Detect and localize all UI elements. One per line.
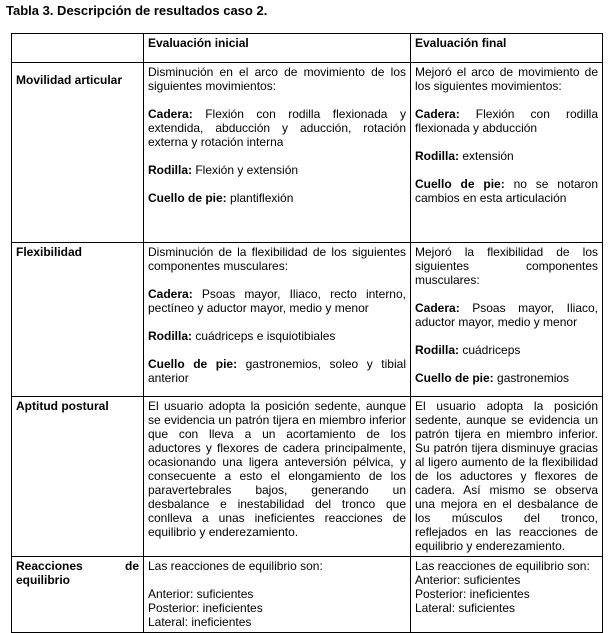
row-label-aptitud: Aptitud postural [12, 397, 144, 557]
rodilla-line [415, 343, 598, 357]
cadera-text: Psoas mayor, Iliaco, recto interno, pectíneo y aductor mayor, medio y menor [148, 287, 406, 315]
posterior-line: Posterior: ineficientes [415, 587, 530, 601]
cuello-label: Cuello de pie: [415, 371, 494, 385]
header-evaluacion-inicial: Evaluación inicial [144, 34, 411, 63]
rodilla-label: Rodilla: [148, 329, 192, 343]
cell-reacciones-final [411, 557, 603, 633]
rodilla-label: Rodilla: [415, 343, 459, 357]
cuello-label: Cuello de pie: [148, 191, 227, 205]
anterior-line: Anterior: suficientes [415, 573, 521, 587]
rodilla-text: cuádriceps [459, 343, 521, 357]
cell-intro: Las reacciones de equilibrio son: [148, 559, 323, 573]
cell-intro: Mejoró el arco de movimiento de los siguientes movimientos: [415, 65, 598, 93]
cadera-label: Cadera: [415, 107, 460, 121]
header-evaluacion-final: Evaluación final [411, 34, 603, 63]
cell-movilidad-inicial [144, 63, 411, 243]
cuello-text: no se notaron cambios en esta articulación [415, 177, 598, 205]
cuello-label: Cuello de pie: [148, 357, 238, 371]
cuello-line [148, 191, 406, 205]
cadera-line [415, 301, 598, 329]
cell-intro: Las reacciones de equilibrio son: [415, 559, 590, 573]
cell-aptitud-inicial: El usuario adopta la posición sedente, aunque se evidencia un patrón tijera en miembro inferior que con lleva a un acortamiento de los aductores y flexores de cadera principalmente, ocasionando una ligera anteversión pélvica, y consecuente a esto el elongamiento de los paravertebrales bajos, generando un desbalance e inestabilidad del tronco que conlleva a unas ineficientes reacciones de equilibrio y enderezamiento. [144, 397, 411, 557]
rodilla-text: Flexión y extensión [192, 163, 299, 177]
rodilla-label: Rodilla: [415, 149, 459, 163]
cadera-line [148, 287, 406, 315]
cell-reacciones-inicial [144, 557, 411, 633]
cell-flexibilidad-final [411, 243, 603, 397]
cadera-line [148, 107, 406, 149]
row-label-flexibilidad: Flexibilidad [12, 243, 144, 397]
rodilla-line [415, 149, 598, 163]
cell-aptitud-final: El usuario adopta la posición sedente, aunque se evidencia un patrón tijera en miembro inferior. Su patrón tijera disminuye gracias al ligero aumento de la flexibilidad de los aductores y flexores de cadera. Así mismo se observa una mejora en el desbalance de los músculos del tronco, reflejados en las reacciones de equilibrio y enderezamiento. [411, 397, 603, 557]
cell-intro: Disminución de la flexibilidad de los siguientes componentes musculares: [148, 245, 406, 273]
posterior-line: Posterior: ineficientes [148, 601, 263, 615]
cell-flexibilidad-inicial [144, 243, 411, 397]
lateral-line: Lateral: suficientes [415, 601, 516, 615]
header-blank [12, 34, 144, 63]
cuello-label: Cuello de pie: [415, 177, 505, 191]
cuello-line [415, 371, 598, 385]
anterior-line: Anterior: suficientes [148, 587, 254, 601]
cadera-label: Cadera: [148, 107, 193, 121]
cuello-text: gastronemios, soleo y tibial anterior [148, 357, 406, 385]
rodilla-line [148, 163, 406, 177]
results-table [11, 33, 603, 633]
rodilla-label: Rodilla: [148, 163, 192, 177]
cadera-text: Flexión con rodilla flexionada y abducción [415, 107, 598, 135]
cadera-line [415, 107, 598, 135]
rodilla-text: cuádriceps e isquiotibiales [192, 329, 336, 343]
cuello-text: gastronemios [493, 371, 570, 385]
row-label-movilidad: Movilidad articular [12, 63, 144, 243]
cuello-line [148, 357, 406, 385]
rodilla-text: extensión [459, 149, 514, 163]
table-row-aptitud [12, 397, 603, 557]
cell-intro: Mejoró la flexibilidad de los siguientes componentes musculares: [415, 245, 598, 287]
cell-movilidad-final [411, 63, 603, 243]
table-row-flexibilidad [12, 243, 603, 397]
table-row-reacciones [12, 557, 603, 633]
cuello-line [415, 177, 598, 205]
table-caption: Tabla 3. Descripción de resultados caso 2. [6, 3, 268, 18]
cadera-label: Cadera: [415, 301, 460, 315]
table-header-row [12, 34, 603, 63]
row-label-reacciones: Reacciones de equilibrio [12, 557, 144, 633]
cadera-text: Psoas mayor, Iliaco, aductor mayor, medio y menor [415, 301, 598, 329]
cadera-text: Flexión con rodilla flexionada y extendida, abducción y aducción, rotación externa y rotación interna [148, 107, 406, 149]
cell-intro: Disminución en el arco de movimiento de los siguientes movimientos: [148, 65, 406, 93]
cuello-text: plantiflexión [226, 191, 294, 205]
cadera-label: Cadera: [148, 287, 193, 301]
rodilla-line [148, 329, 406, 343]
lateral-line: Lateral: ineficientes [148, 615, 252, 629]
table-row-movilidad [12, 63, 603, 243]
